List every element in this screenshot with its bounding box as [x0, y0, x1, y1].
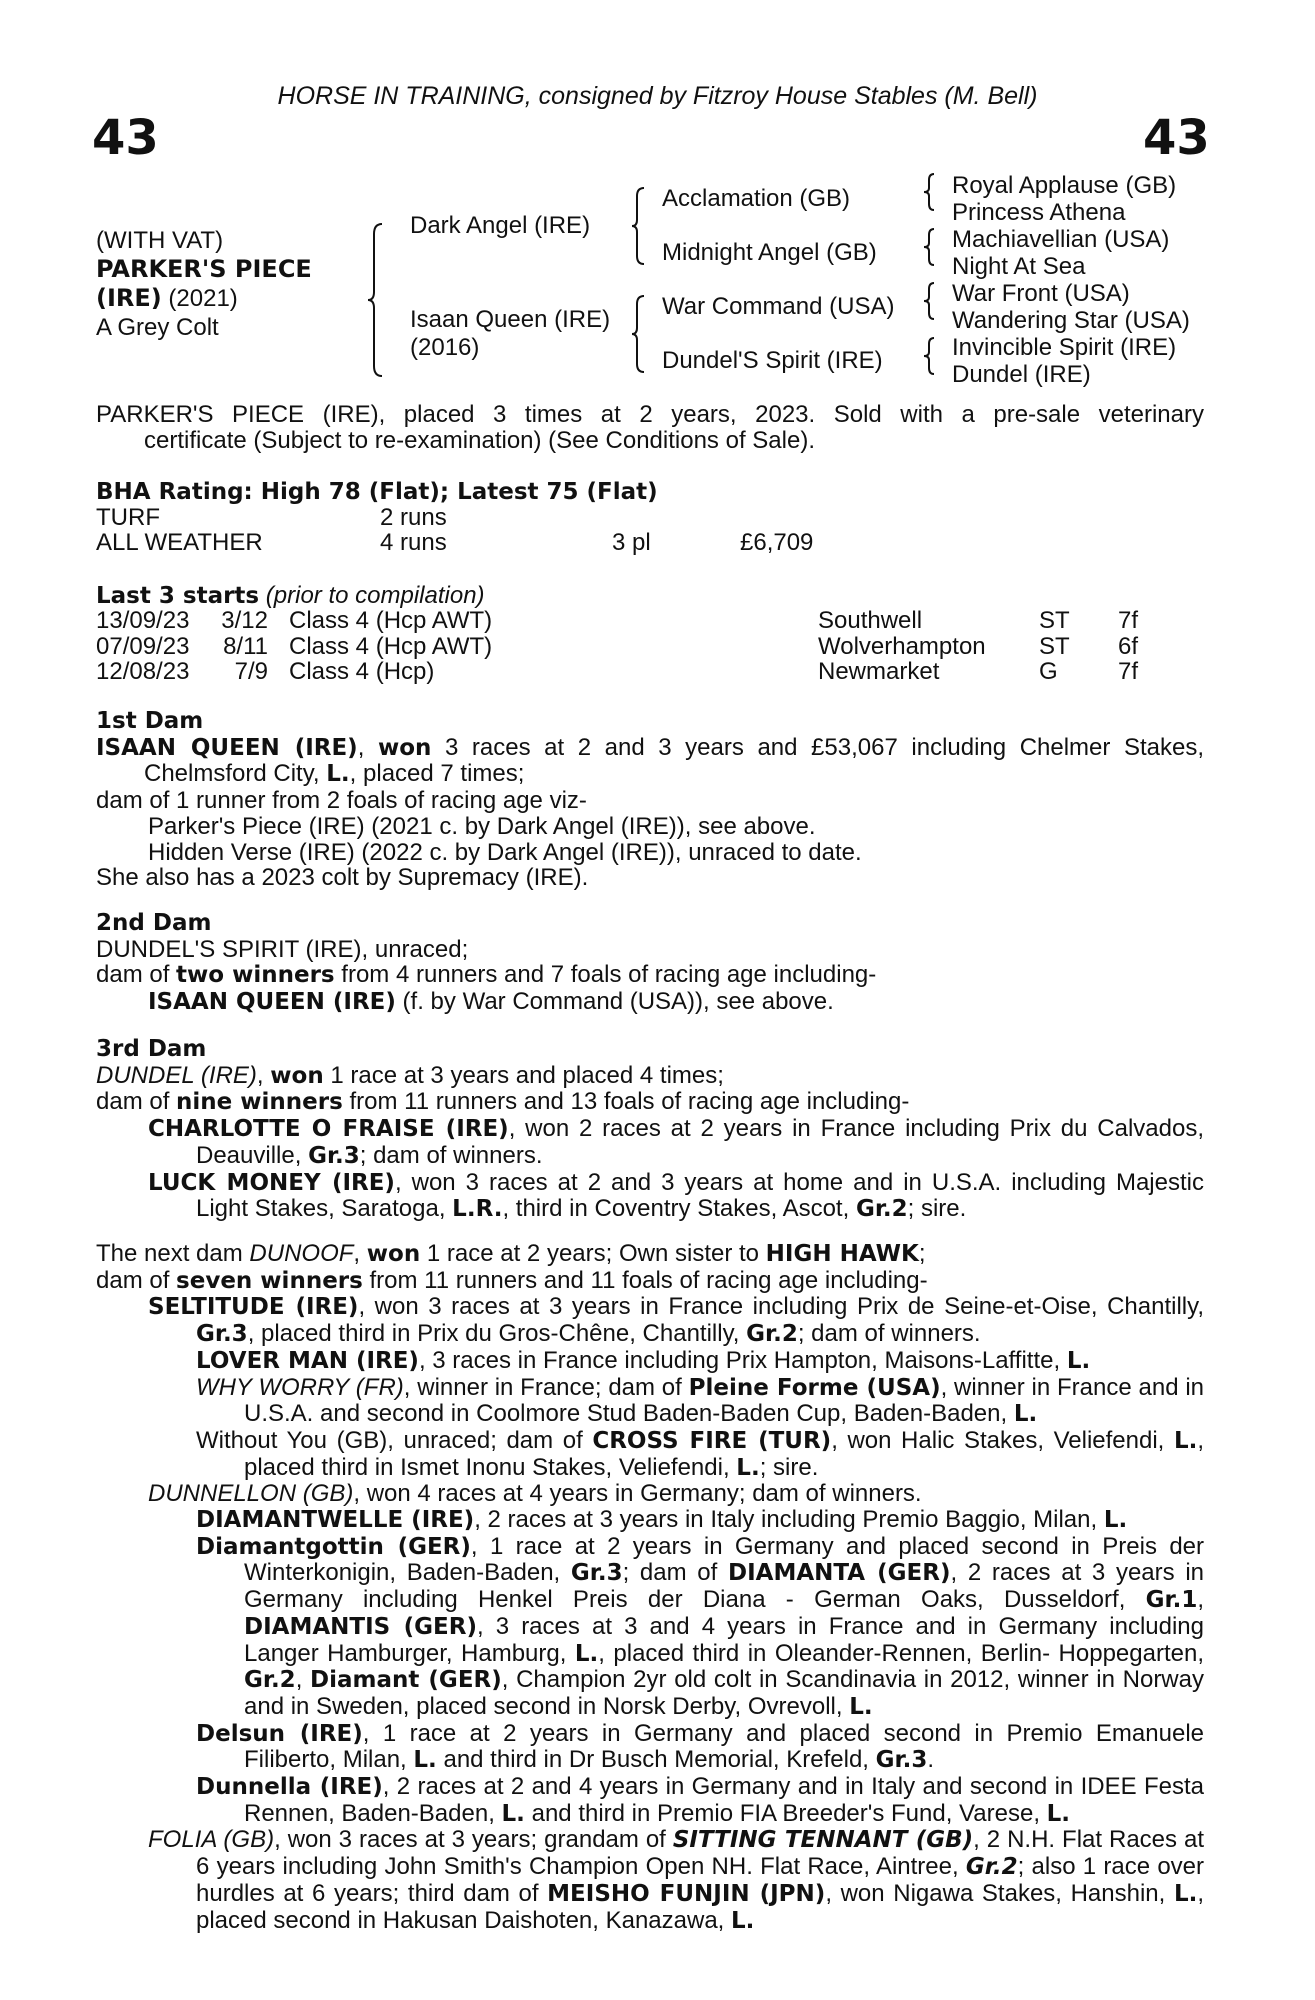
pedigree-dsd: Wandering Star (USA): [952, 307, 1190, 334]
pedigree-brace-ds: [924, 281, 940, 321]
next-dam-section: The next dam DUNOOF, won 1 race at 2 years; Own sister to HIGH HAWK; dam of seven winners from 11 runners and 11 foals of racing age including- SELTITUDE (IRE), won 3 races at 3 years in France including Prix de Seine-et-Oise, Chantilly, Gr.3, placed third in Prix du Gros-Chêne, Chantilly, Gr.2; dam of winners. LOVER MAN (IRE), 3 races in France including Prix Hampton, Maisons-Laffitte, L. WHY WORRY (FR), winner in France; dam of Pleine Forme (USA), winner in France and in U.S.A. and second in Coolmore Stud Baden-Baden Cup, Baden-Baden, L. Without You (GB), unraced; dam of CROSS FIRE (TUR), won Halic Stakes, Veliefendi, L., placed third in Ismet Inonu Stakes, Veliefendi, L.; sire. DUNNELLON (GB), won 4 races at 4 years in Germany; dam of winners. DIAMANTWELLE (IRE), 2 races at 3 years in Italy including Premio Baggio, Milan, L. Diamantgottin (GER), 1 race at 2 years in Germany and placed second in Preis der Winterkonigin, Baden-Baden, Gr.3; dam of DIAMANTA (GER), 2 races at 3 years in Germany including Henkel Preis der Diana - German Oaks, Dusseldorf, Gr.1, DIAMANTIS (GER), 3 races at 3 and 4 years in France and in Germany including Langer Hamburger, Hamburg, L., placed third in Oleander-Rennen, Berlin- Hoppegarten, Gr.2, Diamant (GER), Champion 2yr old colt in Scandinavia in 2012, winner in Norway and in Sweden, placed second in Norsk Derby, Ovrevoll, L. Delsun (IRE), 1 race at 2 years in Germany and placed second in Premio Emanuele Filiberto, Milan, L. and third in Dr Busch Memorial, Krefeld, Gr.3. Dunnella (IRE), 2 races at 2 and 4 years in Germany and in Italy and second in IDEE Festa Rennen, Baden-Baden, L. and third in Premio FIA Breeder's Fund, Varese, L. FOLIA (GB), won 3 races at 3 years; grandam of SITTING TENNANT (GB), 2 N.H. Flat Races at 6 years including John Smith's Champion Open NH. Flat Race, Aintree, Gr.2; also 1 race over hurdles at 6 years; third dam of MEISHO FUNJIN (JPN), won Nigawa Stakes, Hanshin, L., placed second in Hakusan Daishoten, Kanazawa, L.: [96, 1240, 1205, 1934]
last-start-date: 12/08/23: [96, 658, 190, 685]
last-start-going: ST: [1039, 607, 1070, 634]
last-start-going: ST: [1039, 632, 1070, 660]
last-start-going: G: [1039, 658, 1058, 685]
last-start-class: Class 4 (Hcp AWT): [289, 607, 493, 634]
second-dam-section: 2nd Dam DUNDEL'S SPIRIT (IRE), unraced; dam of two winners from 4 runners and 7 foals of racing age including- ISAAN QUEEN (IRE) (f. by War Command (USA)), see above.: [96, 911, 1204, 1016]
pedigree-brace-dd: [924, 336, 940, 376]
last-start-course: Southwell: [818, 607, 923, 634]
last-start-pos: 8/11: [223, 632, 268, 660]
pedigree-dam: Isaan Queen (IRE): [410, 306, 611, 333]
vat-note: (WITH VAT): [96, 227, 224, 254]
horse-name-line2: [96, 284, 312, 313]
consignor-header: HORSE IN TRAINING, consigned by Fitzroy House Stables (M. Bell): [277, 82, 1038, 110]
lot-number-right: 43: [1143, 110, 1210, 166]
turf-runs: 2 runs: [380, 504, 447, 531]
last-start-pos: 3/12: [221, 607, 268, 634]
last-start-pos: 7/9: [234, 658, 268, 685]
horse-description: A Grey Colt: [96, 314, 219, 341]
horse-country: (IRE): [96, 284, 162, 312]
pedigree-brace-dam: [632, 294, 652, 374]
last-start-date: 13/09/23: [96, 607, 190, 634]
last-start-class: Class 4 (Hcp): [289, 658, 435, 685]
pedigree-ddd: Dundel (IRE): [952, 361, 1091, 388]
pedigree-dam-dam: Dundel'S Spirit (IRE): [662, 347, 883, 374]
third-dam-heading: 3rd Dam: [96, 1036, 207, 1062]
first-dam-also: She also has a 2023 colt by Supremacy (IRE).: [96, 864, 589, 892]
first-dam-produce-1: Parker's Piece (IRE) (2021 c. by Dark Angel (IRE)), see above.: [148, 812, 816, 840]
horse-identity: [96, 226, 312, 342]
second-dam-heading: 2nd Dam: [96, 910, 212, 936]
aw-earnings: £6,709: [740, 529, 814, 556]
last-start-date: 07/09/23: [96, 632, 190, 660]
pedigree-sss: Royal Applause (GB): [952, 172, 1177, 199]
bha-rating-heading: BHA Rating: High 78 (Flat); Latest 75 (Flat): [96, 479, 658, 505]
last-start-dist: 6f: [1118, 632, 1139, 660]
aw-label: ALL WEATHER: [96, 529, 263, 556]
horse-year: (2021): [168, 285, 238, 312]
last-start-course: Wolverhampton: [818, 632, 986, 660]
first-dam-produce-intro: dam of 1 runner from 2 foals of racing age viz-: [96, 787, 587, 815]
last-starts-heading: Last 3 starts (prior to compilation): [96, 582, 485, 609]
sale-summary: PARKER'S PIECE (IRE), placed 3 times at 2 years, 2023. Sold with a pre-sale veterinary certificate (Subject to re-examination) (See Conditions of Sale).: [96, 401, 1204, 454]
pedigree-brace-ss: [924, 172, 940, 212]
pedigree-sdd: Night At Sea: [952, 253, 1086, 280]
pedigree-dds: Invincible Spirit (IRE): [952, 334, 1177, 361]
third-dam-section: 3rd Dam DUNDEL (IRE), won 1 race at 3 years and placed 4 times; dam of nine winners from 11 runners and 13 foals of racing age including- CHARLOTTE O FRAISE (IRE), won 2 races at 2 years in France including Prix du Calvados, Deauville, Gr.3; dam of winners. LUCK MONEY (IRE), won 3 races at 2 and 3 years at home and in U.S.A. including Majestic Light Stakes, Saratoga, L.R., third in Coventry Stakes, Ascot, Gr.2; sire.: [96, 1036, 1205, 1223]
first-dam-heading: 1st Dam: [96, 708, 204, 734]
aw-runs: 4 runs: [380, 529, 447, 556]
horse-name: PARKER'S PIECE: [96, 255, 312, 283]
pedigree-brace-sire: [632, 186, 652, 266]
first-dam-section: [96, 709, 1204, 891]
pedigree-sire: Dark Angel (IRE): [410, 212, 591, 239]
last-start-dist: 7f: [1118, 607, 1139, 634]
last-start-dist: 7f: [1118, 658, 1139, 685]
pedigree-sire-sire: Acclamation (GB): [662, 185, 851, 212]
first-dam-produce-2: Hidden Verse (IRE) (2022 c. by Dark Angel (IRE)), unraced to date.: [148, 838, 862, 866]
lot-number-left: 43: [92, 110, 159, 166]
pedigree-dss: War Front (USA): [952, 280, 1130, 307]
pedigree-brace-sd: [924, 227, 940, 267]
pedigree-dam-year: (2016): [410, 334, 480, 361]
pedigree-sire-dam: Midnight Angel (GB): [662, 239, 877, 266]
pedigree-dam-sire: War Command (USA): [662, 293, 895, 320]
pedigree-sds: Machiavellian (USA): [952, 226, 1170, 253]
last-start-class: Class 4 (Hcp AWT): [289, 632, 493, 660]
aw-placed: 3 pl: [612, 529, 651, 556]
pedigree-brace-main: [368, 220, 394, 380]
pedigree-ssd: Princess Athena: [952, 199, 1126, 226]
first-dam-record: ISAAN QUEEN (IRE), won 3 races at 2 and 3 years and £53,067 including Chelmer Stakes, Chelmsford City, L., placed 7 times;: [96, 733, 1204, 788]
last-start-course: Newmarket: [818, 658, 940, 685]
turf-label: TURF: [96, 504, 160, 531]
